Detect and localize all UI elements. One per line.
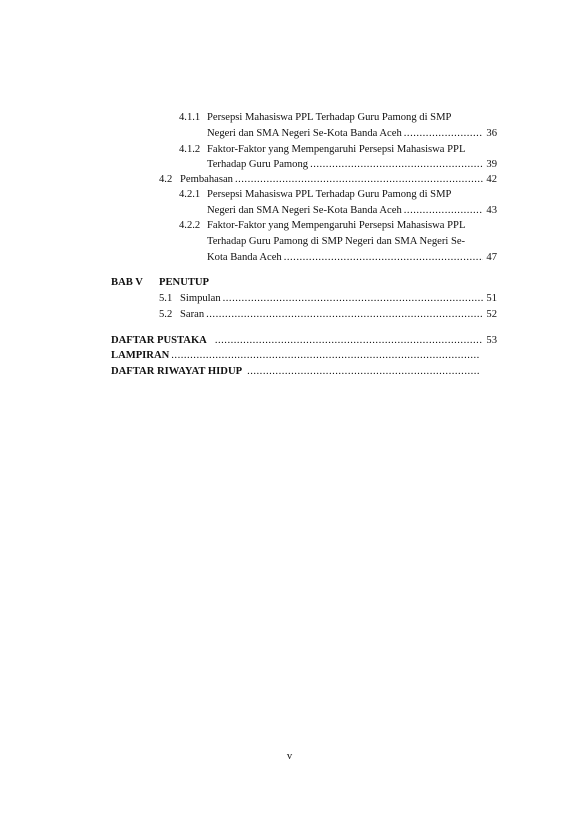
dot-leader bbox=[310, 158, 483, 171]
toc-entry-4-2-2-page: 47 bbox=[486, 252, 497, 263]
toc-entry-5-1-title: Simpulan bbox=[180, 293, 221, 304]
toc-entry-daftar-pustaka[interactable] bbox=[111, 334, 497, 347]
dot-leader bbox=[404, 204, 483, 217]
toc-entry-4-2-2[interactable] bbox=[207, 251, 497, 264]
toc-entry-daftar-pustaka-title: DAFTAR PUSTAKA bbox=[111, 335, 207, 346]
toc-entry-5-1[interactable] bbox=[180, 292, 497, 305]
page-number: v bbox=[286, 751, 293, 762]
toc-entry-riwayat-hidup-title: DAFTAR RIWAYAT HIDUP bbox=[111, 366, 243, 377]
toc-entry-4-2-2-title-end: Kota Banda Aceh bbox=[207, 252, 282, 263]
toc-entry-riwayat-hidup[interactable] bbox=[111, 365, 482, 378]
dot-leader bbox=[284, 251, 483, 264]
dot-leader bbox=[235, 173, 483, 186]
toc-entry-4-2-1-title-cont: Negeri dan SMA Negeri Se-Kota Banda Aceh bbox=[207, 205, 402, 216]
toc-entry-4-2-1[interactable] bbox=[207, 204, 497, 217]
toc-entry-lampiran-title: LAMPIRAN bbox=[111, 350, 170, 361]
toc-entry-4-1-2-title-cont: Terhadap Guru Pamong bbox=[207, 159, 309, 170]
toc-entry-4-1-1-page: 36 bbox=[486, 128, 497, 139]
toc-entry-5-2-page: 52 bbox=[486, 309, 497, 320]
toc-entry-4-2-page: 42 bbox=[486, 174, 497, 185]
dot-leader bbox=[215, 334, 483, 347]
toc-entry-4-2-2-number: 4.2.2 bbox=[179, 220, 201, 231]
toc-entry-4-2-1-number: 4.2.1 bbox=[179, 189, 201, 200]
toc-entry-5-2[interactable] bbox=[180, 308, 497, 321]
toc-entry-4-1-2-page: 39 bbox=[486, 159, 497, 170]
toc-entry-daftar-pustaka-page: 53 bbox=[486, 335, 497, 346]
toc-entry-4-2-2-title-cont: Terhadap Guru Pamong di SMP Negeri dan SMA Negeri Se- bbox=[207, 236, 466, 247]
toc-entry-4-2-1-title: Persepsi Mahasiswa PPL Terhadap Guru Pamong di SMP bbox=[207, 189, 452, 200]
dot-leader bbox=[404, 127, 483, 140]
toc-entry-5-2-number: 5.2 bbox=[159, 309, 173, 320]
toc-entry-4-1-2[interactable] bbox=[207, 158, 497, 171]
chapter-title[interactable]: PENUTUP bbox=[159, 277, 210, 288]
toc-entry-5-1-number: 5.1 bbox=[159, 293, 173, 304]
chapter-number: BAB V bbox=[111, 277, 143, 288]
toc-entry-4-2-title: Pembahasan bbox=[180, 174, 233, 185]
toc-entry-4-2-number: 4.2 bbox=[159, 174, 173, 185]
dot-leader bbox=[171, 349, 480, 362]
toc-entry-5-1-page: 51 bbox=[486, 293, 497, 304]
dot-leader bbox=[206, 308, 483, 321]
toc-entry-4-1-1-number: 4.1.1 bbox=[179, 112, 201, 123]
toc-entry-4-2-2-title: Faktor-Faktor yang Mempengaruhi Persepsi Mahasiswa PPL bbox=[207, 220, 466, 231]
toc-entry-4-2-1-page: 43 bbox=[486, 205, 497, 216]
toc-entry-4-1-1-title: Persepsi Mahasiswa PPL Terhadap Guru Pamong di SMP bbox=[207, 112, 452, 123]
toc-entry-4-1-1[interactable] bbox=[207, 127, 497, 140]
toc-entry-4-1-1-title-cont: Negeri dan SMA Negeri Se-Kota Banda Aceh bbox=[207, 128, 402, 139]
dot-leader bbox=[247, 365, 480, 378]
toc-entry-5-2-title: Saran bbox=[180, 309, 205, 320]
toc-entry-4-2[interactable] bbox=[180, 173, 497, 186]
toc-entry-lampiran[interactable] bbox=[111, 349, 482, 362]
toc-entry-4-1-2-title: Faktor-Faktor yang Mempengaruhi Persepsi Mahasiswa PPL bbox=[207, 144, 466, 155]
toc-entry-4-1-2-number: 4.1.2 bbox=[179, 144, 201, 155]
dot-leader bbox=[223, 292, 483, 305]
